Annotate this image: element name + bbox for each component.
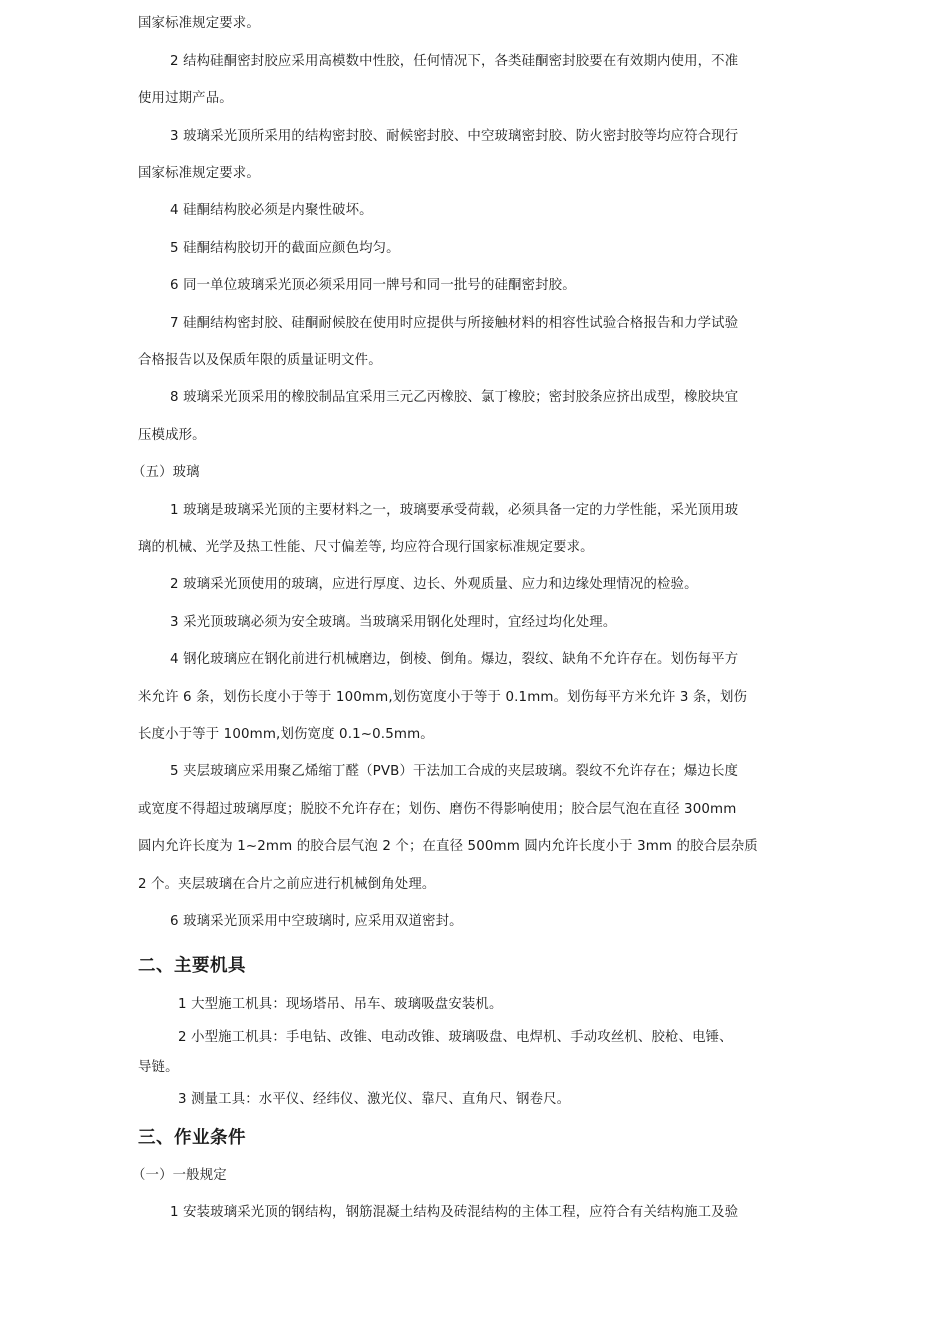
text-line: 或宽度不得超过玻璃厚度；脱胶不允许存在；划伤、磨伤不得影响使用；胶合层气泡在直径 300mm (138, 802, 737, 817)
section-subheading: （一）一般规定 (132, 1168, 227, 1183)
text-line: 璃的机械、光学及热工性能、尺寸偏差等, 均应符合现行国家标准规定要求。 (138, 540, 594, 555)
text-line: 2 个。夹层玻璃在合片之前应进行机械倒角处理。 (138, 877, 436, 892)
text-line: 7 硅酮结构密封胶、硅酮耐候胶在使用时应提供与所接触材料的相容性试验合格报告和力学试验 (170, 316, 739, 331)
text-line: 1 玻璃是玻璃采光顶的主要材料之一，玻璃要承受荷载，必须具备一定的力学性能，采光顶用玻 (170, 503, 739, 518)
text-line: 米允许 6 条，划伤长度小于等于 100mm,划伤宽度小于等于 0.1mm。划伤每平方米允许 3 条，划伤 (138, 690, 748, 705)
text-line: 3 测量工具：水平仪、经纬仪、激光仪、靠尺、直角尺、钢卷尺。 (178, 1092, 571, 1107)
section-heading: 二、主要机具 (138, 956, 246, 976)
text-line: 国家标准规定要求。 (138, 166, 260, 181)
text-line: 使用过期产品。 (138, 91, 233, 106)
text-line: 5 硅酮结构胶切开的截面应颜色均匀。 (170, 241, 400, 256)
text-line: 合格报告以及保质年限的质量证明文件。 (138, 353, 382, 368)
text-line: 8 玻璃采光顶采用的橡胶制品宜采用三元乙丙橡胶、氯丁橡胶；密封胶条应挤出成型，橡胶块宜 (170, 390, 739, 405)
text-line: 6 玻璃采光顶采用中空玻璃时, 应采用双道密封。 (170, 914, 463, 929)
section-heading: 三、作业条件 (138, 1128, 246, 1148)
text-line: 国家标准规定要求。 (138, 16, 260, 31)
text-line: 2 玻璃采光顶使用的玻璃，应进行厚度、边长、外观质量、应力和边缘处理情况的检验。 (170, 577, 698, 592)
text-line: 3 采光顶玻璃必须为安全玻璃。当玻璃采用钢化处理时，宜经过均化处理。 (170, 615, 617, 630)
text-line: 6 同一单位玻璃采光顶必须采用同一牌号和同一批号的硅酮密封胶。 (170, 278, 576, 293)
text-line: 4 硅酮结构胶必须是内聚性破坏。 (170, 203, 373, 218)
text-line: 1 大型施工机具：现场塔吊、吊车、玻璃吸盘安装机。 (178, 997, 503, 1012)
text-line: 导链。 (138, 1060, 179, 1075)
text-line: 3 玻璃采光顶所采用的结构密封胶、耐候密封胶、中空玻璃密封胶、防火密封胶等均应符合现行 (170, 129, 739, 144)
text-line: 圆内允许长度为 1~2mm 的胶合层气泡 2 个；在直径 500mm 圆内允许长度小于 3mm 的胶合层杂质 (138, 839, 758, 854)
text-line: 长度小于等于 100mm,划伤宽度 0.1~0.5mm。 (138, 727, 434, 742)
text-line: 2 小型施工机具：手电钻、改锥、电动改锥、玻璃吸盘、电焊机、手动攻丝机、胶枪、电锤、 (178, 1030, 733, 1045)
text-line: 5 夹层玻璃应采用聚乙烯缩丁醛（PVB）干法加工合成的夹层玻璃。裂纹不允许存在；爆边长度 (170, 764, 739, 779)
text-line: 压模成形。 (138, 428, 206, 443)
text-line: 1 安装玻璃采光顶的钢结构，钢筋混凝土结构及砖混结构的主体工程，应符合有关结构施工及验 (170, 1205, 739, 1220)
text-line: 2 结构硅酮密封胶应采用高模数中性胶，任何情况下，各类硅酮密封胶要在有效期内使用，不准 (170, 54, 739, 69)
section-subheading: （五）玻璃 (132, 465, 200, 480)
text-line: 4 钢化玻璃应在钢化前进行机械磨边，倒棱、倒角。爆边，裂纹、缺角不允许存在。划伤每平方 (170, 652, 739, 667)
